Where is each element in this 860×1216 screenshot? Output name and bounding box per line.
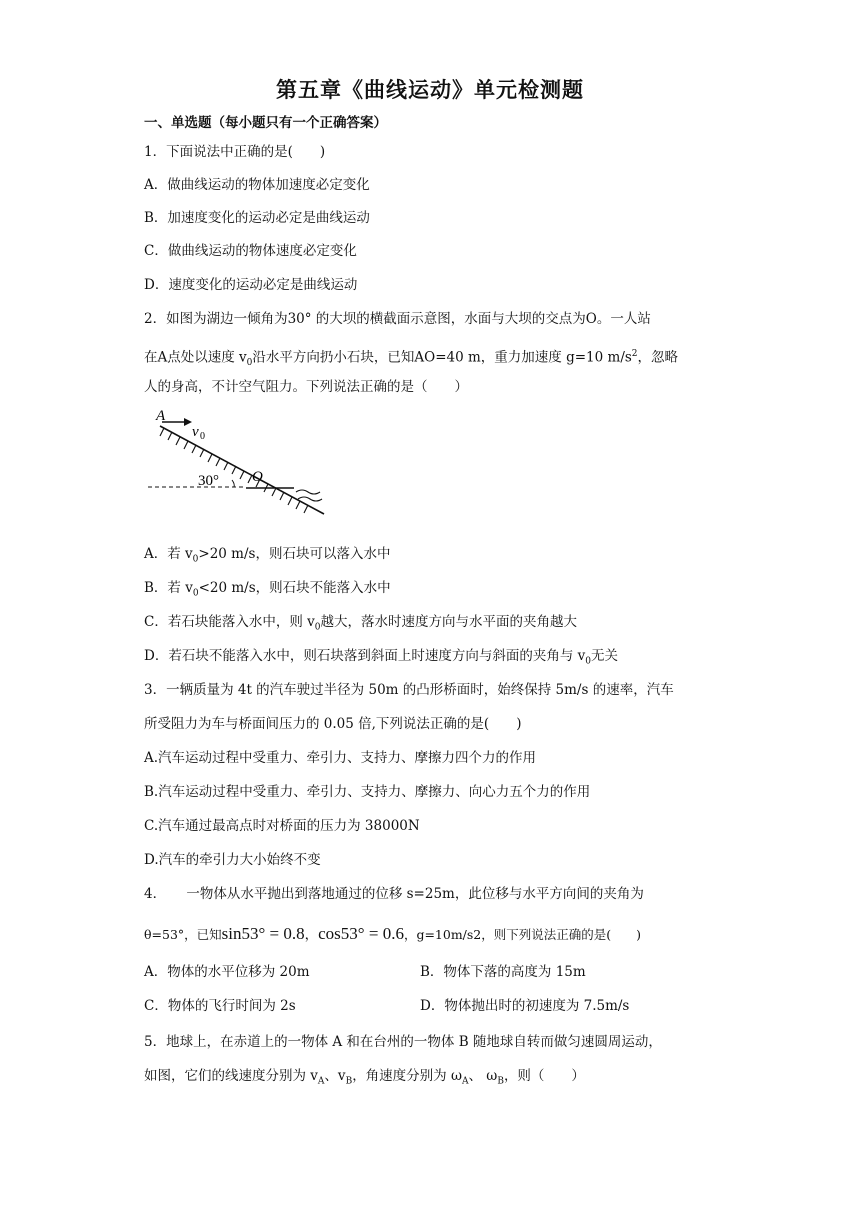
fig-label-angle: 30° <box>198 473 219 489</box>
q4-option-b: B．物体下落的高度为 15m <box>420 964 586 980</box>
q1-option-d: D．速度变化的运动必定是曲线运动 <box>144 277 358 293</box>
q3-option-a: A.汽车运动过程中受重力、牵引力、支持力、摩擦力四个力的作用 <box>144 750 537 766</box>
q3-stem-line2: 所受阻力为车与桥面间压力的 0.05 倍,下列说法正确的是( ) <box>144 716 522 732</box>
q4-stem-line1: 4． 一物体从水平抛出到落地通过的位移 s=25m，此位移与水平方向间的夹角为 <box>144 886 644 902</box>
q1-option-b: B．加速度变化的运动必定是曲线运动 <box>144 210 370 226</box>
q5-stem-line1: 5．地球上，在赤道上的一物体 A 和在台州的一物体 B 随地球自转而做匀速圆周运动， <box>144 1034 662 1050</box>
q2-stem-line3: 人的身高，不计空气阻力。下列说法正确的是（ ） <box>144 379 468 395</box>
page-title: 第五章《曲线运动》单元检测题 <box>276 78 584 102</box>
q4-options-row1 <box>144 962 714 982</box>
sin-formula: sin53° = 0.8 <box>221 924 305 943</box>
dam-cross-section-figure <box>146 408 336 518</box>
fig-label-o: O <box>252 469 263 485</box>
q3-option-b: B.汽车运动过程中受重力、牵引力、支持力、摩擦力、向心力五个力的作用 <box>144 784 591 800</box>
q2-option-d: D．若石块不能落入水中，则石块落到斜面上时速度方向与斜面的夹角与 $v_0$无关 <box>144 648 618 667</box>
q2-option-c: C．若石块能落入水中，则 $v_0$越大，落水时速度方向与水平面的夹角越大 <box>144 614 577 633</box>
q1-option-a: A．做曲线运动的物体加速度必定变化 <box>144 177 370 193</box>
q1-option-c: C．做曲线运动的物体速度必定变化 <box>144 243 357 259</box>
q2-stem-line1: 2．如图为湖边一倾角为30° 的大坝的横截面示意图，水面与大坝的交点为O。一人站 <box>144 311 651 327</box>
q2-stem-line2: 在A点处以速度 $v_0$沿水平方向扔小石块，已知AO=40 m，重力加速度 g=10 $m/s^2$，忽略 <box>144 349 679 369</box>
fig-label-v: v <box>192 424 199 440</box>
q3-stem-line1: 3．一辆质量为 4t 的汽车驶过半径为 50m 的凸形桥面时，始终保持 5m/s 的速率，汽车 <box>144 682 674 698</box>
q5-stem-line2: 如图，它们的线速度分别为 $v_A$、$v_B$，角速度分别为 $\omega_A$、 $\omega_B$，则（ ） <box>144 1068 585 1087</box>
q4-option-a: A．物体的水平位移为 20m <box>144 964 310 980</box>
fig-label-a: A <box>156 408 166 424</box>
q3-option-c: C.汽车通过最高点时对桥面的压力为 38000N <box>144 818 420 834</box>
q2-option-a: A．若 $v_0>20$ m/s，则石块可以落入水中 <box>144 546 391 565</box>
q1-stem: 1．下面说法中正确的是( ) <box>144 144 326 160</box>
q3-option-d: D.汽车的牵引力大小始终不变 <box>144 852 321 868</box>
q2-option-b: B．若 $v_0<20$ m/s，则石块不能落入水中 <box>144 580 391 599</box>
q4-options-row2 <box>144 996 714 1016</box>
q4-option-c: C．物体的飞行时间为 2s <box>144 998 296 1014</box>
q4-option-d: D．物体抛出时的初速度为 7.5m/s <box>420 998 630 1014</box>
fig-label-v-sub: 0 <box>200 431 205 442</box>
cos-formula: cos53° = 0.6 <box>318 924 404 943</box>
q4-stem-line2: θ=53°，已知sin53° = 0.8，cos53° = 0.6，g=10m/s2，则下列说法正确的是( ) <box>144 924 642 943</box>
section-heading: 一、单选题（每小题只有一个正确答案） <box>144 115 387 131</box>
